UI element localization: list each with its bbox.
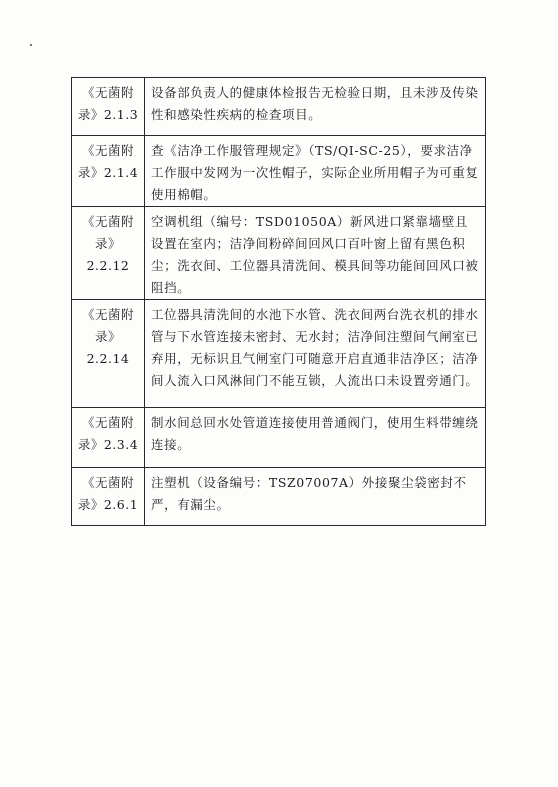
clause-reference: 《无菌附录》2.3.4 [72, 408, 145, 468]
table-row [72, 136, 486, 207]
table-row [72, 78, 486, 136]
table-row [72, 207, 486, 300]
finding-description: 制水间总回水处管道连接使用普通阀门，使用生料带缠绕连接。 [145, 408, 486, 468]
clause-reference: 《无菌附录》2.6.1 [72, 468, 145, 526]
scan-speck [30, 44, 32, 46]
clause-reference: 《无菌附录》2.2.14 [72, 300, 145, 408]
table-row [72, 468, 486, 526]
clause-reference: 《无菌附录》2.2.12 [72, 207, 145, 300]
finding-description: 查《洁净工作服管理规定》（TS/QI-SC-25），要求洁净工作服中发网为一次性帽子，实际企业所用帽子为可重复使用棉帽。 [145, 136, 486, 207]
finding-description: 工位器具清洗间的水池下水管、洗衣间两台洗衣机的排水管与下水管连接未密封、无水封；洁净间注塑间气闸室已弃用，无标识且气闸室门可随意开启直通非洁净区；洁净间人流入口风淋间门不能互锁，人流出口未设置旁通门。 [145, 300, 486, 408]
finding-description: 设备部负责人的健康体检报告无检验日期，且未涉及传染性和感染性疾病的检查项目。 [145, 78, 486, 136]
table-row [72, 300, 486, 408]
finding-description: 注塑机（设备编号：TSZ07007A）外接聚尘袋密封不严，有漏尘。 [145, 468, 486, 526]
clause-reference: 《无菌附录》2.1.3 [72, 78, 145, 136]
clause-reference: 《无菌附录》2.1.4 [72, 136, 145, 207]
finding-description: 空调机组（编号：TSD01050A）新风进口紧靠墙壁且设置在室内；洁净间粉碎间回风口百叶窗上留有黑色积尘；洗衣间、工位器具清洗间、模具间等功能间回风口被阻挡。 [145, 207, 486, 300]
table-row [72, 408, 486, 468]
findings-table [71, 77, 486, 526]
